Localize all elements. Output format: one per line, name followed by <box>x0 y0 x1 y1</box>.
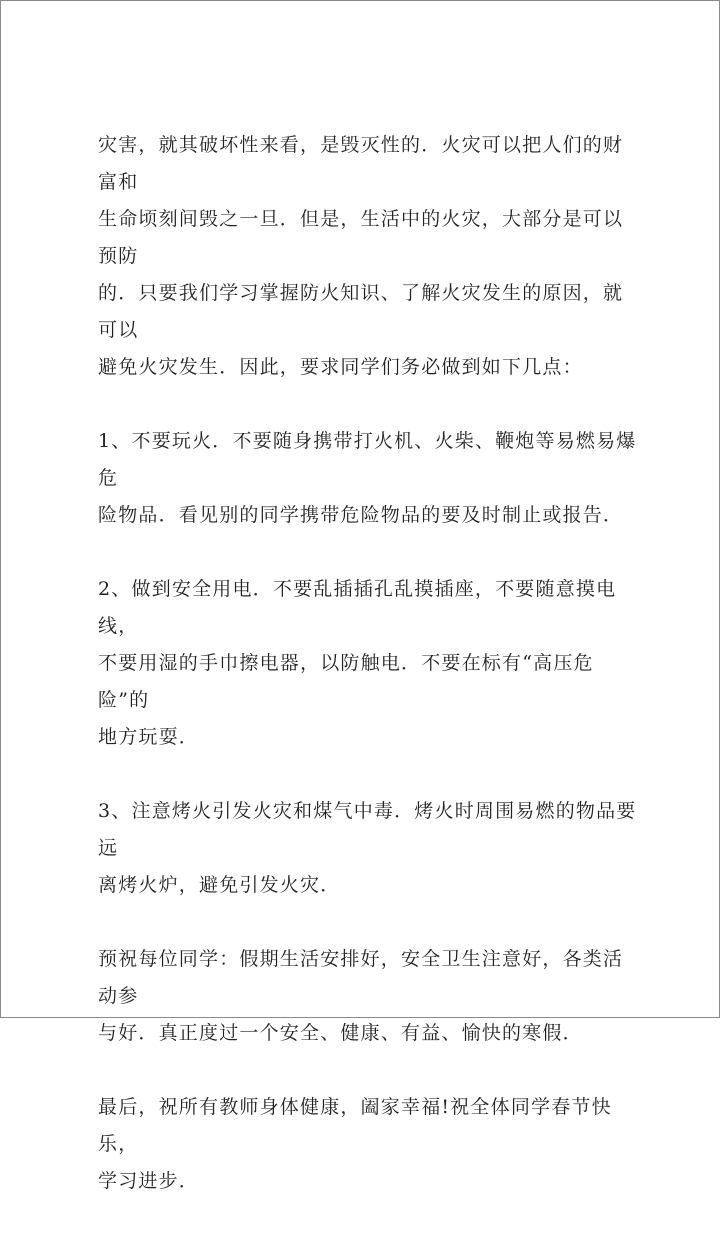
paragraph-point-1: 1、不要玩火．不要随身携带打火机、火柴、鞭炮等易燃易爆危 险物品．看见别的同学携带危险物品的要及时制止或报告． <box>98 430 637 526</box>
paragraph-point-2: 2、做到安全用电．不要乱插插孔乱摸插座，不要随意摸电线， 不要用湿的手巾擦电器，以防触电．不要在标有“高压危险”的 地方玩耍． <box>98 578 617 748</box>
document-body <box>98 127 643 1237</box>
paragraph-point-3: 3、注意烤火引发火灾和煤气中毒．烤火时周围易燃的物品要远 离烤火炉，避免引发火灾． <box>98 800 637 896</box>
paragraph-closing: 最后，祝所有教师身体健康，阖家幸福!祝全体同学春节快乐， 学习进步． <box>98 1096 612 1192</box>
paragraph-wishes: 预祝每位同学：假期生活安排好，安全卫生注意好，各类活动参 与好．真正度过一个安全、健康、有益、愉快的寒假． <box>98 948 624 1044</box>
paragraph-intro: 灾害，就其破坏性来看，是毁灭性的．火灾可以把人们的财富和 生命顷刻间毁之一旦．但是，生活中的火灾，大部分是可以预防 的．只要我们学习掌握防火知识、了解火灾发生的原因，就可以 避免火灾发生．因此，要求同学们务必做到如下几点： <box>98 134 624 378</box>
